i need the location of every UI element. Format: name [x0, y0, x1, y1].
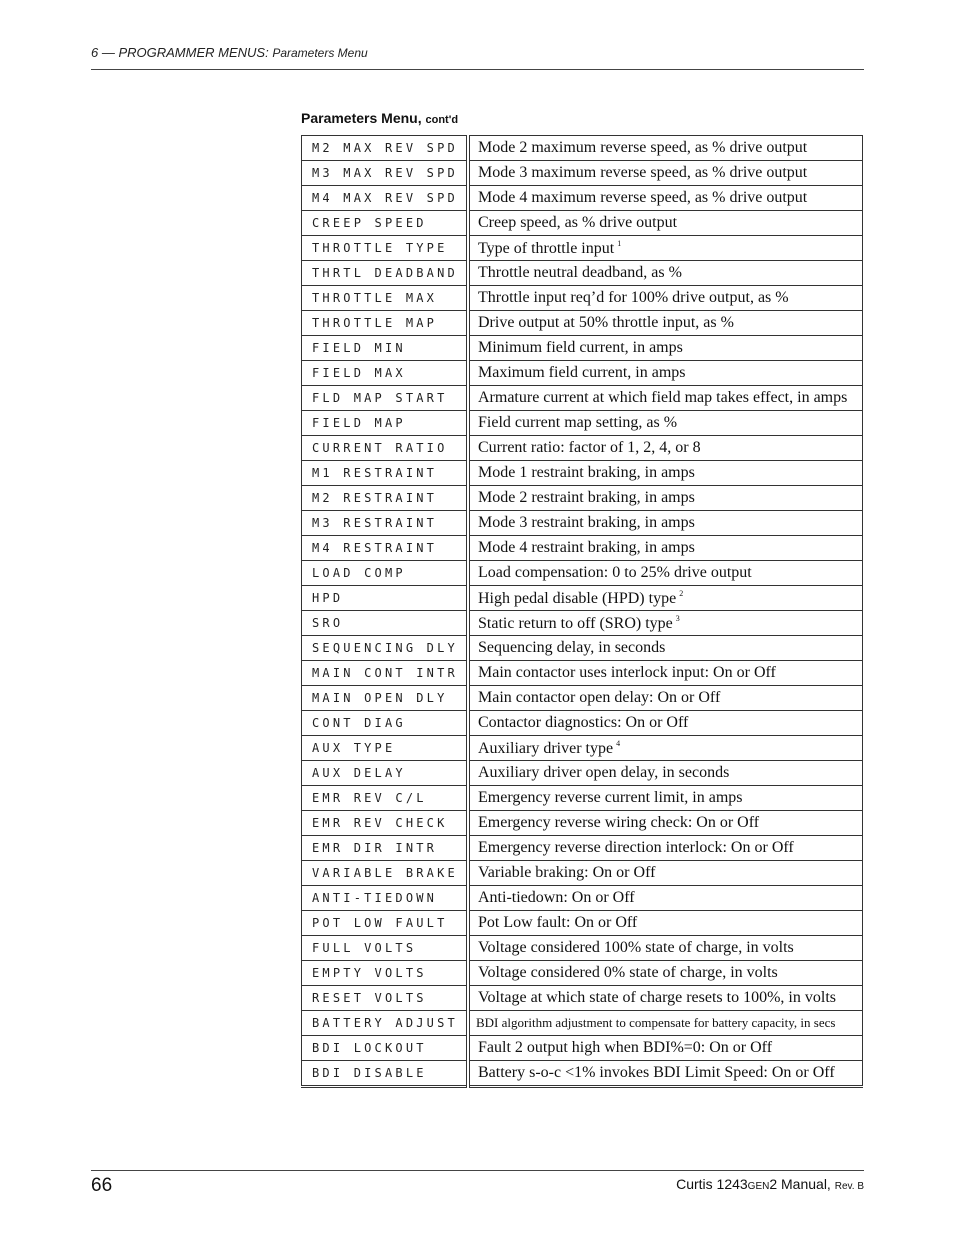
table-row [302, 961, 863, 986]
parameter-name: BATTERY ADJUST [302, 1011, 469, 1036]
parameter-name: CONT DIAG [302, 711, 469, 736]
parameter-name: BDI LOCKOUT [302, 1036, 469, 1061]
parameter-name: EMR DIR INTR [302, 836, 469, 861]
table-row [302, 511, 863, 536]
manual-mid: 2 Manual, [769, 1176, 831, 1192]
parameter-description-cell [468, 936, 863, 961]
parameter-description: Contactor diagnostics: On or Off [478, 714, 689, 731]
parameter-name: FIELD MIN [302, 336, 469, 361]
table-row [302, 386, 863, 411]
parameter-name: M4 MAX REV SPD [302, 186, 469, 211]
footnote-marker: 2 [679, 588, 684, 598]
parameter-description-cell [468, 861, 863, 886]
header-section: Parameters Menu [272, 46, 368, 60]
parameter-description-cell [468, 811, 863, 836]
header-chapter: 6 — PROGRAMMER MENUS: [91, 45, 269, 60]
footnote-marker: 3 [675, 613, 680, 623]
parameter-description: Mode 3 maximum reverse speed, as % drive output [478, 164, 808, 181]
parameter-description: Voltage at which state of charge resets to 100%, in volts [478, 989, 836, 1006]
table-row [302, 586, 863, 611]
header-divider [91, 69, 864, 70]
parameter-description: Type of throttle input [478, 239, 615, 257]
parameter-description: Field current map setting, as % [478, 414, 678, 431]
parameter-name: M4 RESTRAINT [302, 536, 469, 561]
parameter-description: High pedal disable (HPD) type [478, 589, 677, 607]
parameter-description-cell [468, 1036, 863, 1061]
parameter-description: BDI algorithm adjustment to compensate for battery capacity, in secs [476, 1015, 836, 1030]
parameter-description-cell [468, 336, 863, 361]
parameter-description-cell [468, 186, 863, 211]
parameter-description-cell [468, 636, 863, 661]
parameter-description: Mode 2 maximum reverse speed, as % drive output [478, 139, 808, 156]
table-row [302, 311, 863, 336]
table-row [302, 911, 863, 936]
parameter-name: FIELD MAX [302, 361, 469, 386]
parameter-name: MAIN CONT INTR [302, 661, 469, 686]
parameter-description-cell [468, 686, 863, 711]
parameter-description-cell [468, 161, 863, 186]
table-row [302, 211, 863, 236]
parameter-name: THRTL DEADBAND [302, 261, 469, 286]
page-number: 66 [91, 1175, 113, 1196]
parameter-description-cell [468, 1011, 863, 1036]
parameter-description: Emergency reverse wiring check: On or Off [478, 814, 760, 831]
parameter-description-cell [468, 411, 863, 436]
table-row [302, 261, 863, 286]
manual-prefix: Curtis 1243 [676, 1176, 748, 1192]
parameter-description-cell [468, 611, 863, 636]
table-row [302, 686, 863, 711]
parameter-name: ANTI-TIEDOWN [302, 886, 469, 911]
table-row [302, 1036, 863, 1061]
parameter-description: Auxiliary driver open delay, in seconds [478, 764, 730, 781]
parameter-description: Emergency reverse current limit, in amps [478, 789, 743, 806]
parameter-description-cell [468, 1061, 863, 1087]
parameter-description-cell [468, 761, 863, 786]
parameter-name: SEQUENCING DLY [302, 636, 469, 661]
table-row [302, 611, 863, 636]
parameter-description: Auxiliary driver type [478, 739, 614, 757]
table-row [302, 936, 863, 961]
table-row [302, 786, 863, 811]
parameter-name: LOAD COMP [302, 561, 469, 586]
table-row [302, 136, 863, 161]
manual-rev: Rev. B [834, 1181, 864, 1192]
parameter-description: Sequencing delay, in seconds [478, 639, 666, 656]
parameter-name: M2 RESTRAINT [302, 486, 469, 511]
parameter-description: Anti-tiedown: On or Off [478, 889, 635, 906]
parameter-description-cell [468, 361, 863, 386]
table-row [302, 236, 863, 261]
parameter-description: Variable braking: On or Off [478, 864, 656, 881]
table-title-main: Parameters Menu, [301, 110, 422, 126]
footer-divider [91, 1170, 864, 1171]
parameter-description: Mode 2 restraint braking, in amps [478, 489, 695, 506]
table-row [302, 811, 863, 836]
parameter-description-cell [468, 436, 863, 461]
parameter-description-cell [468, 586, 863, 611]
parameter-description-cell [468, 511, 863, 536]
parameter-name: EMR REV C/L [302, 786, 469, 811]
parameter-description-cell [468, 236, 863, 261]
parameter-description: Throttle input req’d for 100% drive output, as % [478, 289, 789, 306]
table-row [302, 486, 863, 511]
parameter-name: HPD [302, 586, 469, 611]
table-row [302, 536, 863, 561]
parameter-description: Battery s-o-c <1% invokes BDI Limit Speed: On or Off [478, 1064, 835, 1081]
parameter-description-cell [468, 736, 863, 761]
parameter-description-cell [468, 886, 863, 911]
parameter-name: SRO [302, 611, 469, 636]
parameter-description-cell [468, 836, 863, 861]
parameter-name: FLD MAP START [302, 386, 469, 411]
table-row [302, 286, 863, 311]
running-header [91, 45, 864, 60]
table-row [302, 636, 863, 661]
parameter-description-cell [468, 461, 863, 486]
parameter-description: Fault 2 output high when BDI%=0: On or Off [478, 1039, 773, 1056]
parameter-name: M2 MAX REV SPD [302, 136, 469, 161]
parameter-name: CREEP SPEED [302, 211, 469, 236]
parameter-description: Pot Low fault: On or Off [478, 914, 638, 931]
parameter-description-cell [468, 286, 863, 311]
parameter-description: Load compensation: 0 to 25% drive output [478, 564, 752, 581]
parameter-name: POT LOW FAULT [302, 911, 469, 936]
parameter-description-cell [468, 211, 863, 236]
parameter-description: Creep speed, as % drive output [478, 214, 678, 231]
table-row [302, 1061, 863, 1087]
parameter-name: THROTTLE TYPE [302, 236, 469, 261]
table-row [302, 161, 863, 186]
parameter-description-cell [468, 561, 863, 586]
parameter-name: CURRENT RATIO [302, 436, 469, 461]
parameter-description-cell [468, 661, 863, 686]
parameter-description: Mode 4 restraint braking, in amps [478, 539, 695, 556]
parameter-description-cell [468, 536, 863, 561]
table-row [302, 836, 863, 861]
parameter-description: Mode 1 restraint braking, in amps [478, 464, 695, 481]
footnote-marker: 4 [616, 738, 621, 748]
parameter-description: Mode 3 restraint braking, in amps [478, 514, 695, 531]
parameter-description: Emergency reverse direction interlock: On or Off [478, 839, 794, 856]
table-row [302, 736, 863, 761]
parameter-description-cell [468, 486, 863, 511]
table-row [302, 761, 863, 786]
table-row [302, 986, 863, 1011]
parameter-name: THROTTLE MAX [302, 286, 469, 311]
footnote-marker: 1 [617, 238, 622, 248]
parameter-description-cell [468, 136, 863, 161]
parameter-name: M3 RESTRAINT [302, 511, 469, 536]
table-row [302, 461, 863, 486]
parameter-description: Minimum field current, in amps [478, 339, 683, 356]
parameter-description-cell [468, 711, 863, 736]
table-title [301, 110, 458, 126]
table-row [302, 561, 863, 586]
parameters-table-body [302, 136, 863, 1087]
table-row [302, 186, 863, 211]
parameter-description: Armature current at which field map takes effect, in amps [478, 389, 848, 406]
parameter-description: Maximum field current, in amps [478, 364, 686, 381]
table-row [302, 411, 863, 436]
table-row [302, 886, 863, 911]
parameter-description: Mode 4 maximum reverse speed, as % drive output [478, 189, 808, 206]
parameter-description: Main contactor uses interlock input: On or Off [478, 664, 776, 681]
parameter-description-cell [468, 261, 863, 286]
manual-title [676, 1176, 864, 1192]
parameter-description-cell [468, 961, 863, 986]
parameter-name: MAIN OPEN DLY [302, 686, 469, 711]
table-title-suffix: cont'd [425, 114, 459, 126]
parameter-description: Current ratio: factor of 1, 2, 4, or 8 [478, 439, 701, 456]
table-row [302, 661, 863, 686]
table-row [302, 711, 863, 736]
parameter-name: M1 RESTRAINT [302, 461, 469, 486]
parameter-description-cell [468, 986, 863, 1011]
table-row [302, 1011, 863, 1036]
table-row [302, 436, 863, 461]
parameter-name: AUX DELAY [302, 761, 469, 786]
table-row [302, 336, 863, 361]
parameter-description: Voltage considered 100% state of charge, in volts [478, 939, 794, 956]
parameter-name: EMPTY VOLTS [302, 961, 469, 986]
table-row [302, 361, 863, 386]
parameter-name: AUX TYPE [302, 736, 469, 761]
parameter-description: Main contactor open delay: On or Off [478, 689, 721, 706]
parameter-name: EMR REV CHECK [302, 811, 469, 836]
parameter-name: FULL VOLTS [302, 936, 469, 961]
parameter-name: RESET VOLTS [302, 986, 469, 1011]
parameter-description: Voltage considered 0% state of charge, in volts [478, 964, 778, 981]
parameter-description-cell [468, 786, 863, 811]
parameter-description: Drive output at 50% throttle input, as % [478, 314, 734, 331]
parameter-name: VARIABLE BRAKE [302, 861, 469, 886]
parameter-name: THROTTLE MAP [302, 311, 469, 336]
parameter-description: Static return to off (SRO) type [478, 614, 673, 632]
parameters-table [301, 135, 863, 1088]
parameter-description: Throttle neutral deadband, as % [478, 264, 682, 281]
manual-gen: GEN [747, 1181, 770, 1192]
parameter-name: M3 MAX REV SPD [302, 161, 469, 186]
table-row [302, 861, 863, 886]
parameter-description-cell [468, 911, 863, 936]
parameter-name: FIELD MAP [302, 411, 469, 436]
parameter-description-cell [468, 386, 863, 411]
parameter-name: BDI DISABLE [302, 1061, 469, 1087]
parameter-description-cell [468, 311, 863, 336]
